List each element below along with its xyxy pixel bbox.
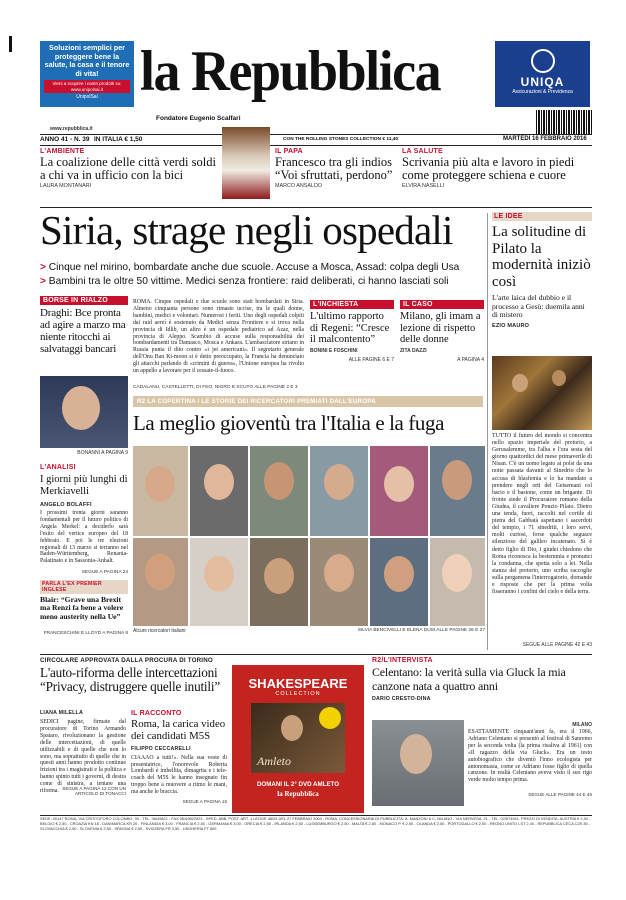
lead-sub1-text: Cinque nel mirino, bombardate anche due scuole. Accuse a Mosca, Assad: colpa degli Usa	[48, 262, 460, 273]
masthead-title: la Repubblica	[140, 39, 441, 103]
right-ad-sub: Assicurazioni & Previdenza	[512, 89, 573, 95]
top-story-headline: La coalizione delle città verdi soldi a chi va in ufficio con la bici	[40, 155, 216, 182]
gluck-section[interactable]	[372, 657, 592, 702]
idee-kicker: LE IDEE	[492, 212, 592, 221]
top-story-author: MARCO ANSALDO	[275, 183, 323, 189]
idee-pages: SEGUE ALLE PAGINE 42 E 43	[522, 642, 592, 648]
gluck-col	[468, 722, 592, 797]
date: MARTEDÌ 16 FEBBRAIO 2016	[503, 136, 587, 142]
right-ad-brand: UNIQA	[520, 75, 565, 89]
gluck-headline: Celentano: la verità sulla via Gluck la mia canzone nata a quattro anni	[372, 665, 566, 693]
borse-headline: Draghi: Bce pronta ad agire a marzo ma niente ritocchi ai salvataggi bancari	[40, 307, 126, 355]
racconto-kicker: IL RACCONTO	[131, 710, 182, 717]
analisi-kicker: L'ANALISI	[40, 464, 76, 471]
site-url[interactable]: www.repubblica.it	[50, 126, 93, 132]
analisi-pages: SEGUE A PAGINA 24	[81, 570, 128, 575]
copertina-headline[interactable]: La meglio gioventù tra l'Italia e la fuga	[133, 411, 445, 435]
lead-body: ROMA. Cinque ospedali e due scuole sono stati bombardati in Siria. Almeno cinquanta persone sono rimaste uccise, tra le quali donne, bambini, medici e volontari. Numerosi i feriti. Uno degli ospedali colpiti dai raid aereí è sostenuto da Medici senza Frontiere e si trova nella provincia di Idlib, un altro è un ospedale pediatrico ad Azaz, nella provincia di Aleppo. Scambio di accuse sulla responsabilità dei bombardamenti tra Damasco, Mosca e Ankara. L'ambasciatore siriano in Russia punta il dito contro «i jet americani». Il segretario generale dell'Onu Ban Ki-moon si è detto preoccupato, la Francia ha denunciato gli attacchi parlando di «crimini di guerra», l'Unione europea ha rivolto un appello a lavorare per il cessate-il-fuoco.	[133, 299, 304, 375]
idee-sub: L'arte laica del dubbio e il processo a Gesù: duemila anni di mistero	[492, 293, 585, 320]
shakespeare-promo: DOMANI IL 2° DVD AMLETO	[256, 781, 340, 788]
idee-section[interactable]	[492, 212, 592, 329]
caso-section[interactable]	[400, 300, 484, 363]
copertina-kicker: R2 LA COPERTINA / LE STORIE DEI RICERCATORI PREMIATI DALL'EUROPA	[133, 396, 483, 407]
intercettazioni-section[interactable]	[40, 657, 230, 694]
offer-line: CON THE ROLLING STONES COLLECTION € 11,40	[283, 137, 399, 142]
lead-headline[interactable]: Siria, strage negli ospedali	[40, 207, 453, 253]
shakespeare-title: SHAKESPEARE	[248, 676, 348, 691]
intercettazioni-pages: SEGUE A PAGINA 12 CON UN ARTICOLO DI TONACCI	[62, 786, 126, 796]
left-ad-sub: Vieni a scoprire i nostri prodotti su: www.unipolsai.it	[44, 80, 130, 92]
lead-credit: CADALANU, CASTELLETTI, DI FEO, NIGRO E SCUTO ALLE PAGINE 2 E 3	[133, 385, 298, 390]
pope-photo	[222, 127, 270, 199]
gluck-kicker: R2/L'INTERVISTA	[372, 657, 433, 664]
borse-section[interactable]	[40, 296, 128, 355]
inchiesta-headline: L'ultimo rapporto di Regeni: “Cresce il malcontento”	[310, 311, 390, 345]
caso-headline: Milano, gli imam a lezione di rispetto delle donne	[400, 311, 481, 345]
gluck-pages: SEGUE ALLE PAGINE 44 E 45	[528, 792, 592, 797]
intercettazioni-kicker: CIRCOLARE APPROVATA DALLA PROCURA DI TORINO	[40, 657, 213, 664]
gluck-author: DARIO CRESTO-DINA	[372, 696, 431, 702]
issue-number: ANNO 41 - N. 39	[40, 136, 90, 143]
researchers-grid	[133, 446, 485, 626]
copertina-credit: SILVIA BENCIVELLI E ELENA DUSI ALLE PAGINE 26 E 27	[357, 628, 485, 633]
right-ad[interactable]	[495, 41, 590, 107]
analisi-body: I prossimi trenta giorni saranno fondamentali per il futuro politico di Angela Merkel: a deciderlo sarà l'esito del vertice europeo del 18 febbraio. E poi le tre elezioni regionali di 13 marzo si terranno nel Baden-Württemberg, Renania-Palatinato e in Sassonia-Anhalt.	[40, 510, 128, 565]
lead-sub1: > Cinque nel mirino, bombardate anche due scuole. Accuse a Mosca, Assad: colpa degli Usa	[40, 262, 460, 273]
intercettazioni-headline: L'auto-riforma delle intercettazioni “Privacy, distruggere quelle inutili”	[40, 665, 220, 694]
idee-headline: La solitudine di Pilato la modernità iniziò così	[492, 224, 591, 290]
inchiesta-pages: ALLE PAGINE 6 E 7	[348, 356, 394, 363]
top-story-author: ELVIRA NASELLI	[402, 183, 445, 189]
premier-kicker: PARLA L'EX PREMIER INGLESE	[40, 580, 128, 594]
barcode	[536, 110, 592, 134]
top-story-headline: Scrivania più alta e lavoro in piedi come proteggere schiena e cuore	[402, 155, 575, 182]
intercettazioni-body: SEDICI pagine, firmate dal procuratore di Torino Armando Spataro, rivoluzionano la gestione delle intercettazioni, di quelle utilizzabili e di quelle che non lo sono, ma soprattutto di quelle che in questi anni hanno prodotto continue frizioni tra i magistrati e la politica e hanno spinto tutti i governi, di destra come di sinistra, a tentare una riforma.	[40, 719, 126, 795]
borse-credit: BONANNI A PAGINA 9	[77, 450, 128, 456]
intercettazioni-author: LIANA MILELLA	[40, 710, 84, 716]
draghi-photo	[40, 376, 128, 448]
top-story-ambiente[interactable]	[40, 148, 220, 189]
top-story-salute[interactable]	[402, 148, 592, 189]
shakespeare-brand: la Repubblica	[277, 790, 319, 798]
analisi-headline: I giorni più lunghi di Merkiavelli	[40, 474, 128, 497]
left-ad-brand: UnipolSai	[76, 93, 98, 100]
premier-headline: Blair: “Grave una Brexit ma Renzi fa bene a volere meno austerity nella Ue”	[40, 595, 124, 621]
dvd-cover	[251, 703, 345, 773]
edge-mark	[9, 36, 12, 52]
inchiesta-section[interactable]	[310, 300, 394, 363]
celentano-photo	[372, 720, 464, 806]
lead-sub2-text: Bambini tra le oltre 50 vittime. Medici senza frontiere: raid deliberati, ci hanno lasciati soli	[48, 276, 449, 287]
gluck-dateline: MILANO	[572, 722, 592, 728]
gluck-body: ESATTAMENTE cinquant'anni fa, era il 1966, Adriano Celentano si presentò al festival di Sanremo per la seconda volta (la prima risaliva al 1961) con «Il ragazzo della via Gluck». Era un testo autobiografico che diventò l'inno ecologista per antonomasia, come se Adriano fosse figlio di quella canzone. In realtà Celentano aveva visto il suo rigo verde molto tempo prima.	[468, 729, 592, 784]
inchiesta-kicker: L'INCHIESTA	[310, 300, 394, 309]
top-story-papa[interactable]	[275, 148, 395, 189]
racconto-pages: SEGUE A PAGINA 15	[182, 798, 227, 804]
pilate-painting	[492, 356, 592, 430]
premier-credit: FRANCESCHINI E LLOYD A PAGINA 8	[43, 630, 128, 636]
top-story-kicker: LA SALUTE	[402, 148, 443, 155]
idee-author: EZIO MAURO	[492, 322, 530, 329]
analisi-section[interactable]	[40, 464, 128, 575]
lead-sub2: > Bambini tra le oltre 50 vittime. Medici senza frontiere: raid deliberati, ci hanno lasciati soli	[40, 276, 449, 287]
intercettazioni-col	[40, 710, 126, 796]
racconto-section[interactable]	[131, 710, 227, 804]
left-ad-text: Soluzioni semplici per proteggere bene la salute, la casa e il tenore di vita!	[44, 43, 130, 78]
caso-author: ZITA DAZZI	[400, 347, 427, 354]
masthead-founder: Fondatore Eugenio Scalfari	[156, 115, 241, 122]
borse-kicker: BORSE IN RIALZO	[40, 296, 128, 305]
copertina-caption: Alcuni ricercatori italiani	[133, 628, 186, 634]
top-story-author: LAURA MONTANARI	[40, 183, 92, 189]
shakespeare-ad[interactable]	[232, 665, 364, 813]
analisi-author: ANGELO BOLAFFI	[40, 502, 92, 508]
inchiesta-author: BONINI E FOSCHINI	[310, 347, 358, 354]
left-ad[interactable]	[40, 41, 134, 107]
top-story-kicker: L'AMBIENTE	[40, 148, 85, 155]
idee-body: TUTTO il futuro del mondo si concentra nello spazio imperiale del pretorio, a Gerusalemme, tra l'alba e l'ora sesta del giorno quattordici del mese primaverile di Nisan. C'è un uomo legato ai polsi da una notte passata davanti al Sinedrio che lo accusa di blasfemia e lo ha mandato a prendere negli orti del Getsemani col bacio e il bastone, come un brigante. Di fronte siede il Procuratore romano della Giudea, il cavaliere Ponzio Pilato. Dietro una tenda, fuori, raccolti nel cortile di pietra del Gabbatà aspettano i sacerdoti del tempio, i 71 sinedriti, i loro servi, molti curiosi, forse qualche seguace silenzioso del galileo incatenato. Sì è detto figlio di Dio, i giudei chiedono che Roma riconosca la bestemmia e pronunci la condanna, che spetta solo a lei. Nella stanza del pretorio, uno scriba raccoglie sulla pergamena l'interrogatorio, domande e risposte che per la prima volta fisseranno i confini del cielo e della terra.	[492, 433, 592, 596]
top-story-kicker: IL PAPA	[275, 148, 303, 155]
dvd-film-title: Amleto	[257, 754, 291, 768]
caso-kicker: IL CASO	[400, 300, 484, 309]
top-story-headline: Francesco tra gli indios “Voi sfruttati, perdono”	[275, 155, 393, 182]
racconto-body: CIAAAO a tutti!». Nella sua veste di presentatrice, l'onorevole Roberta Lombardi è imbellita, dimagrita e i tele-coach del M5S le hanno insegnato fin troppo bene a muovere a ritmo le mani, ma anche le braccia.	[131, 754, 227, 796]
price: IN ITALIA € 1,50	[94, 136, 143, 143]
footer: SEDE: 00147 ROMA, VIA CRISTOFORO COLOMBO, 90 - TEL. 06/49821 - FAX 06/49822923 - SPED. ABB. POST. ART. 1 LEGGE 46/04 DEL 27 FEBBRAIO 2004 - ROMA. CONCESSIONARIA DI PUBBLICITÀ: A. MANZONI & C. MILANO - VIA NERVESA, 21 - TEL. 02/574941. PREZZI DI VENDITA: AUSTRIA € 2,50 - BELGIO € 2,50 - CROAZIA KN 18 - DANIMARCA KR 20 - FINLANDIA € 3,00 - FRANCIA € 2,50 - GERMANIA € 3,00 - GRECIA € 2,50 - IRLANDA € 2,50 - LUSSEMBURGO € 2,50 - MALTA € 2,50 - MONACO P. € 2,50 - OLANDA € 2,50 - PORTOGALLO € 2,50 - REGNO UNITO LST 2,40 - REPUBBLICA CECA CZK 80 - SLOVACCHIA € 2,50 - SLOVENIA € 2,50 - SPAGNA € 2,50 - SVIZZERA FR 3,50 - UNGHERIA FT 600	[40, 816, 591, 831]
caso-pages: A PAGINA 4	[457, 356, 484, 363]
uniqa-logo-icon	[531, 49, 555, 73]
premier-section[interactable]	[40, 580, 128, 636]
racconto-headline: Roma, la carica video dei candidati M5S	[131, 718, 226, 742]
shakespeare-collection: COLLECTION	[275, 691, 321, 697]
racconto-author: FILIPPO CECCARELLI	[131, 745, 191, 752]
